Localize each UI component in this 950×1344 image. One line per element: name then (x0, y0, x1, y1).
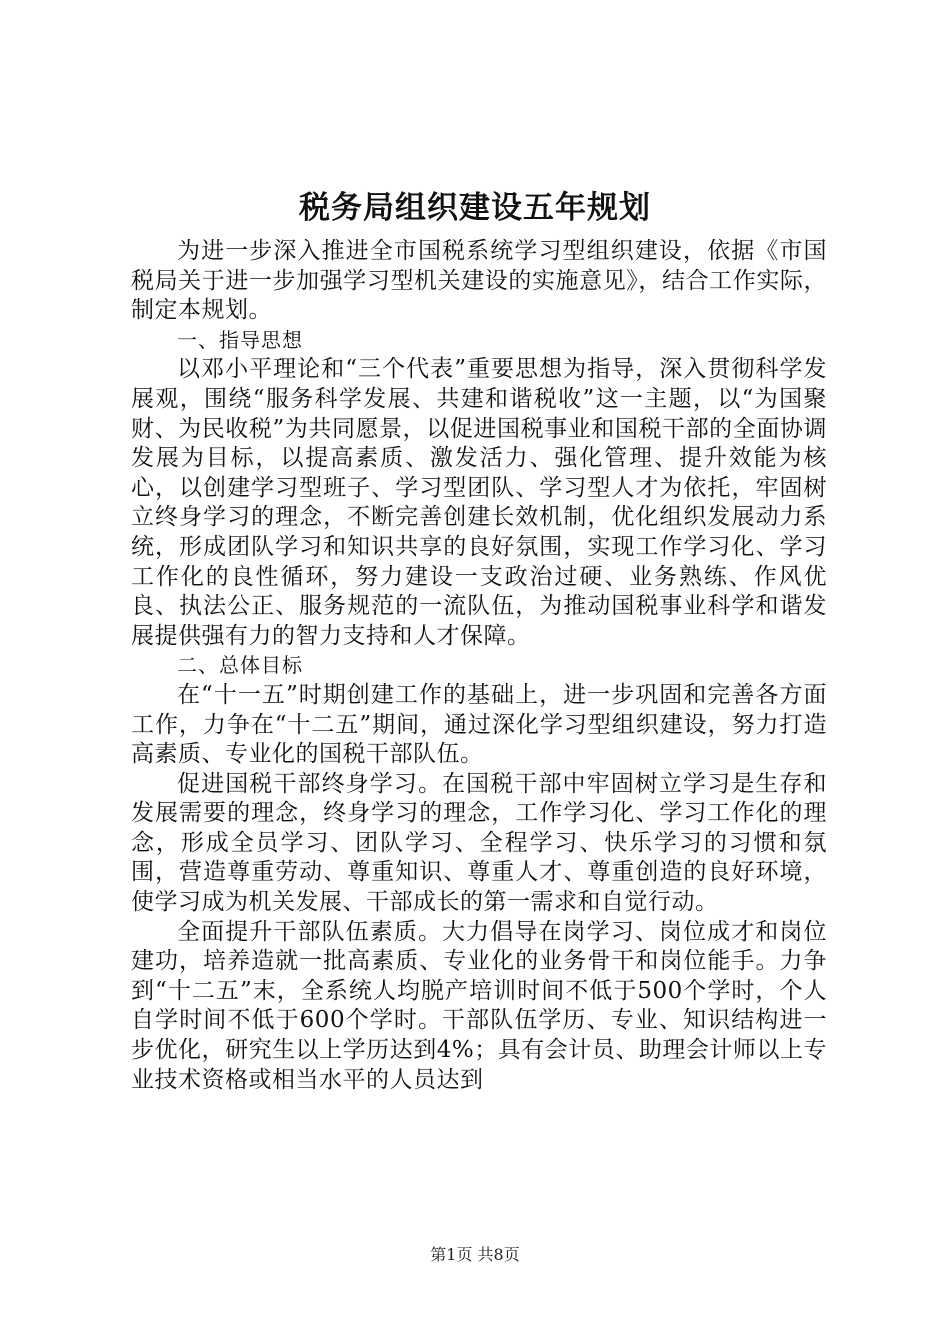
document-body (131, 237, 827, 1095)
section-heading-guiding-ideology: 一、指导思想 (177, 327, 303, 352)
guiding-ideology-paragraph: 以邓小平理论和“三个代表”重要思想为指导，深入贯彻科学发展观，围绕“服务科学发展、共建和谐税收”这一主题，以“为国聚财、为民收税”为共同愿景，以促进国税事业和国税干部的全面协调发展为目标，以提高素质、激发活力、强化管理、提升效能为核心，以创建学习型班子、学习型团队、学习型人才为依托，牢固树立终身学习的理念，不断完善创建长效机制，优化组织发展动力系统，形成团队学习和知识共享的良好氛围，实现工作学习化、学习工作化的良性循环，努力建设一支政治过硬、业务熟练、作风优良、执法公正、服务规范的一流队伍，为推动国税事业科学和谐发展提供强有力的智力支持和人才保障。 (131, 356, 827, 649)
overall-goals-paragraph: 在“十一五”时期创建工作的基础上，进一步巩固和完善各方面工作，力争在“十二五”期间，通过深化学习型组织建设，努力打造高素质、专业化的国税干部队伍。 (131, 681, 827, 768)
page-number-footer: 第1页 共8页 (430, 1245, 520, 1264)
intro-paragraph: 为进一步深入推进全市国税系统学习型组织建设，依据《市国税局关于进一步加强学习型机关建设的实施意见》，结合工作实际，制定本规划。 (131, 238, 827, 324)
section-heading-overall-goals: 二、总体目标 (177, 653, 303, 678)
document-title: 税务局组织建设五年规划 (299, 190, 651, 226)
team-quality-paragraph: 全面提升干部队伍素质。大力倡导在岗学习、岗位成才和岗位建功，培养造就一批高素质、专业化的业务骨干和岗位能手。力争到“十二五”末，全系统人均脱产培训时间不低于500个学时，个人自学时间不低于600个学时。干部队伍学历、专业、知识结构进一步优化，研究生以上学历达到4%；具有会计员、助理会计师以上专业技术资格或相当水平的人员达到 (131, 918, 827, 1093)
lifelong-learning-paragraph: 促进国税干部终身学习。在国税干部中牢固树立学习是生存和发展需要的理念，终身学习的理念，工作学习化、学习工作化的理念，形成全员学习、团队学习、全程学习、快乐学习的习惯和氛围，营造尊重劳动、尊重知识、尊重人才、尊重创造的良好环境，使学习成为机关发展、干部成长的第一需求和自觉行动。 (131, 770, 827, 916)
